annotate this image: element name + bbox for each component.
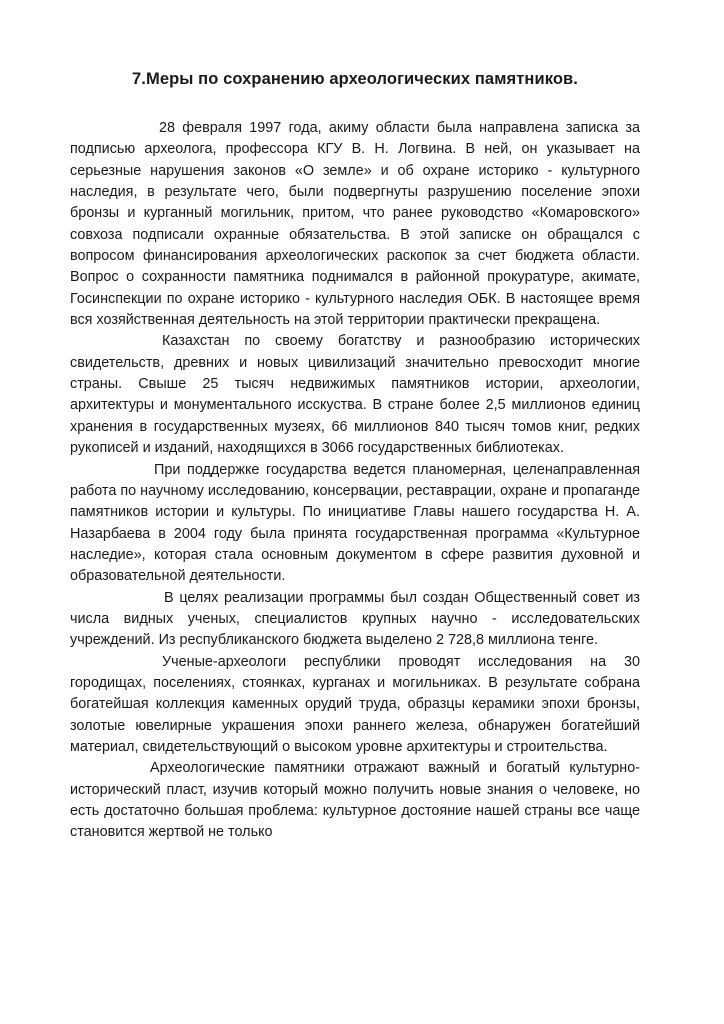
- paragraph-1-text: 28 февраля 1997 года, акиму области была направлена записка за подписью археолога, профессора КГУ В. Н. Логвина. В ней, он указывает на серьезные нарушения законов «О земле» и об охране историко - культурного наследия, в результате чего, были подвергнуты разрушению поселение эпохи бронзы и курганный могильник, притом, что ранее руководство «Комаровского» совхоза подписали охранные обязательства. В этой записке он обращался с вопросом финансирования археологических раскопок за счет бюджета области. Вопрос о сохранности памятника поднимался в районной прокуратуре, акимате, Госинспекции по охране историко - культурного наследия ОБК. В настоящее время вся хозяйственная деятельность на этой территории практически прекращена.: [70, 120, 640, 329]
- paragraph-6: [70, 758, 640, 843]
- paragraph-2: [70, 331, 640, 459]
- paragraph-6-text: Археологические памятники отражают важный и богатый культурно-исторический пласт, изучив который можно получить новые знания о человеке, но есть достаточно большая проблема: культурное достояние нашей страны все чаще становится жертвой не только: [70, 760, 640, 841]
- paragraph-5: [70, 652, 640, 759]
- paragraph-3: [70, 460, 640, 588]
- paragraph-3-text: При поддержке государства ведется планомерная, целенаправленная работа по научному исследованию, консервации, реставрации, охране и пропаганде памятников истории и культуры. По инициативе Главы нашего государства Н. А. Назарбаева в 2004 году была принята государственная программа «Культурное наследие», которая стала основным документом в сфере развития духовной и образовательной деятельности.: [70, 461, 640, 585]
- paragraph-4: [70, 588, 640, 652]
- page-title: 7.Меры по сохранению археологических памятников.: [132, 70, 578, 88]
- paragraph-4-text: В целях реализации программы был создан Общественный совет из числа видных ученых, специалистов крупных научно - исследовательских учреждений. Из республиканского бюджета выделено 2 728,8 миллиона тенге.: [70, 589, 640, 649]
- paragraph-5-text: Ученые-археологи республики проводят исследования на 30 городищах, поселениях, стоянках, курганах и могильниках. В результате собрана богатейшая коллекция каменных орудий труда, образцы керамики эпохи бронзы, золотые ювелирные украшения эпохи раннего железа, обнаружен богатейший материал, свидетельствующий о высоком уровне архитектуры и строительства.: [70, 653, 640, 755]
- paragraph-1: [70, 118, 640, 331]
- paragraph-2-text: Казахстан по своему богатству и разнообразию исторических свидетельств, древних и новых цивилизаций значительно превосходит многие страны. Свыше 25 тысяч недвижимых памятников истории, археологии, архитектуры и монументального исскуства. В стране более 2,5 миллионов единиц хранения в государственных музеях, 66 миллионов 840 тысяч томов книг, редких рукописей и изданий, находящихся в 3066 государственных библиотеках.: [70, 333, 640, 457]
